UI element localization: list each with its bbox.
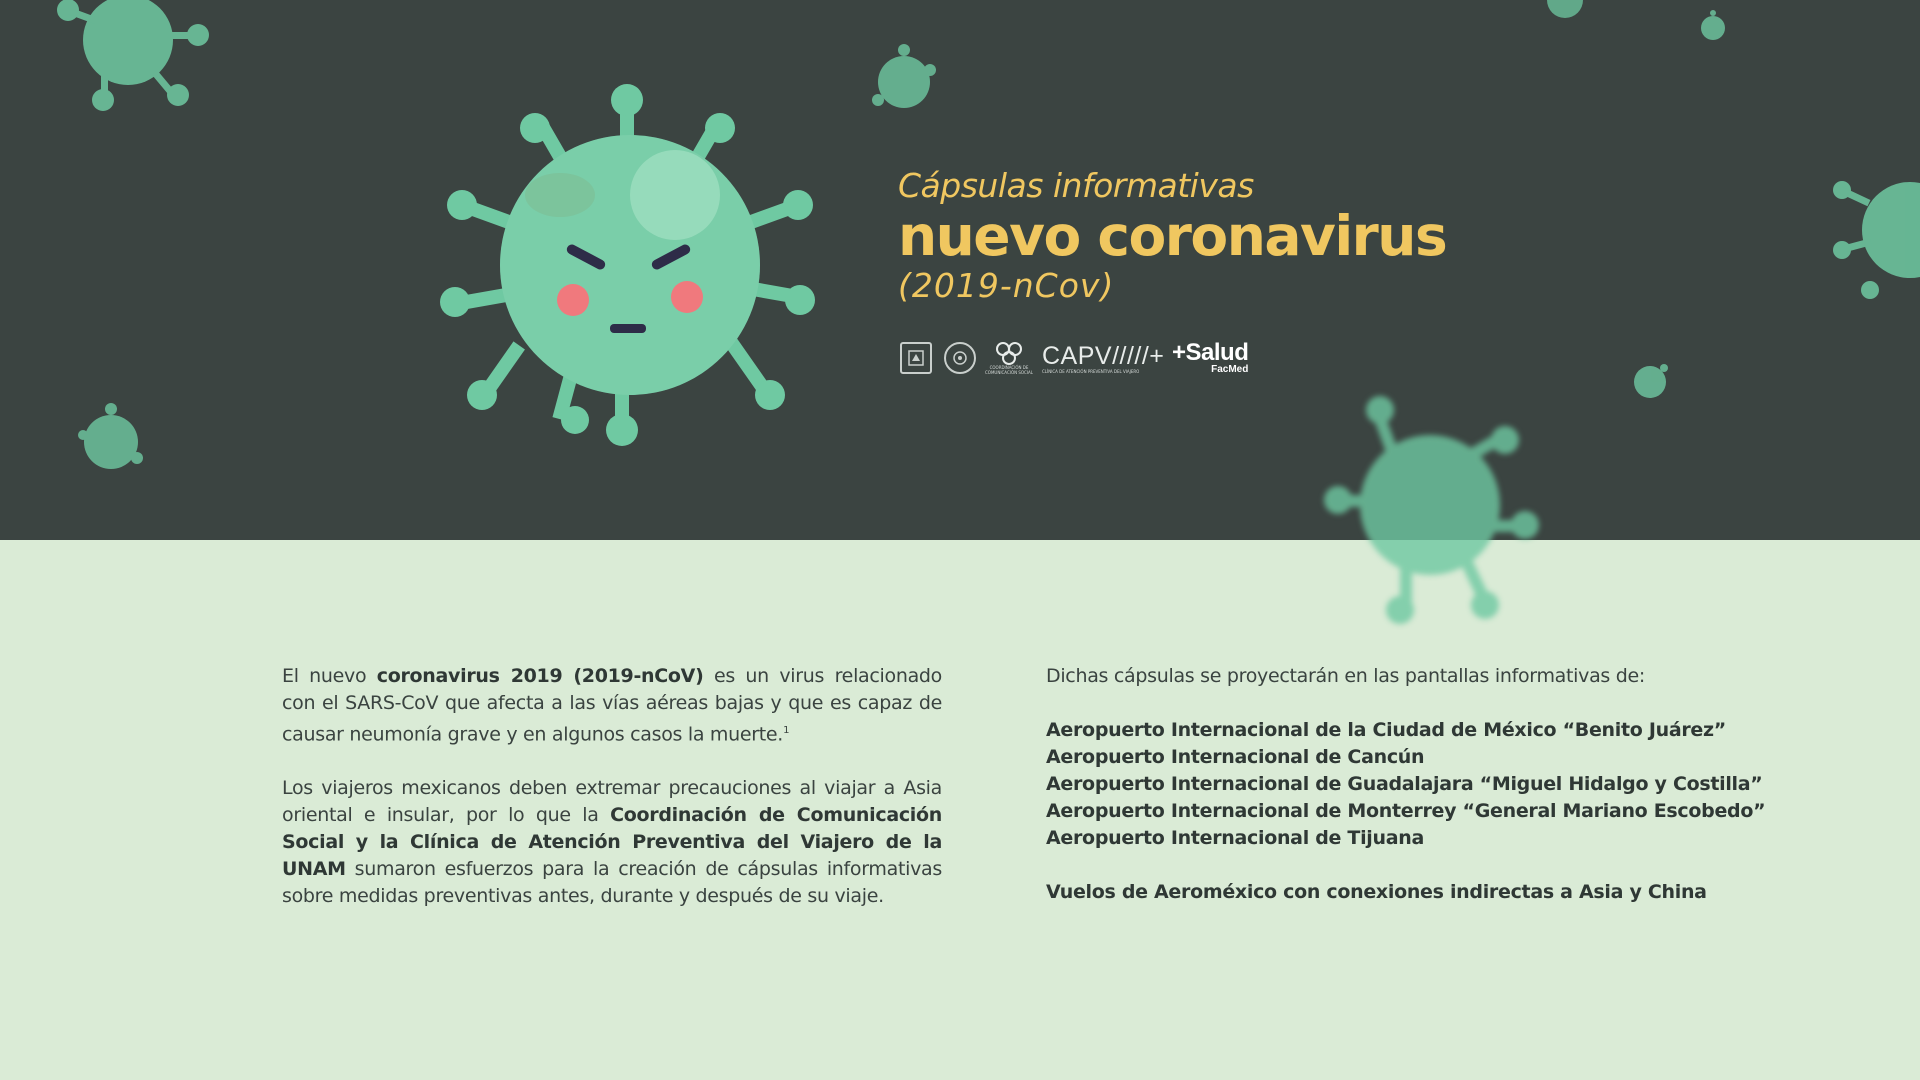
salud-facmed-caption: FacMed bbox=[1211, 364, 1249, 375]
virus-illustration-icon bbox=[868, 40, 938, 120]
angry-virus-mascot-icon bbox=[440, 80, 820, 450]
list-item: Aeropuerto Internacional de Tijuana bbox=[1046, 827, 1425, 849]
intro-text: Los viajeros mexicanos deben extremar precauciones al viajar a Asia oriental e insular, por lo que la bbox=[282, 777, 942, 827]
screens-column bbox=[1046, 663, 1766, 906]
flights-note: Vuelos de Aeroméxico con conexiones indirectas a Asia y China bbox=[1046, 881, 1707, 903]
partner-logos bbox=[900, 338, 1248, 378]
intro-text: El nuevo bbox=[282, 665, 377, 687]
virus-illustration-icon bbox=[75, 400, 145, 480]
comunicacion-social-logo bbox=[985, 341, 1033, 375]
salud-facmed-logo bbox=[1172, 341, 1248, 375]
hero-title-block bbox=[898, 166, 1618, 306]
intro-column bbox=[282, 663, 942, 937]
screens-intro: Dichas cápsulas se proyectarán en las pantallas informativas de: bbox=[1046, 665, 1646, 687]
airport-list bbox=[1046, 717, 1766, 852]
unam-seal-icon bbox=[900, 342, 932, 374]
footnote-marker: 1 bbox=[783, 725, 790, 736]
capv-logo bbox=[1042, 341, 1165, 374]
hero-title: nuevo coronavirus bbox=[898, 204, 1447, 268]
blurred-virus-icon bbox=[1320, 380, 1540, 630]
salud-name: +Salud bbox=[1172, 339, 1249, 366]
comsoc-caption-2: COMUNICACIÓN SOCIAL bbox=[985, 370, 1033, 375]
intro-paragraph-2 bbox=[282, 775, 942, 910]
virus-illustration-icon bbox=[1628, 360, 1672, 404]
capv-caption: CLÍNICA DE ATENCIÓN PREVENTIVA DEL VIAJERO bbox=[1042, 368, 1140, 374]
virus-illustration-icon bbox=[1695, 10, 1730, 45]
comsoc-caption-1: COORDINACIÓN DE bbox=[989, 365, 1029, 370]
intro-text: es un virus relacionado con el SARS-CoV que afecta a las vías aéreas bajas y que es capaz de causar neumonía grave y en algunos casos la muerte. bbox=[282, 665, 943, 746]
comunicacion-social-icon bbox=[994, 341, 1024, 365]
intro-bold-text: Coordinación de Comunicación Social y la Clínica de Atención Preventiva del Viajero de la UNAM bbox=[282, 804, 942, 881]
hero-subtitle: Cápsulas informativas bbox=[898, 166, 1254, 205]
list-item: Aeropuerto Internacional de la Ciudad de México “Benito Juárez” bbox=[1046, 719, 1726, 741]
list-item: Aeropuerto Internacional de Cancún bbox=[1046, 746, 1425, 768]
list-item: Aeropuerto Internacional de Monterrey “General Mariano Escobedo” bbox=[1046, 800, 1766, 822]
virus-illustration-icon bbox=[28, 0, 228, 120]
virus-illustration-icon bbox=[1535, 0, 1595, 25]
virus-illustration-icon bbox=[1830, 150, 1920, 300]
intro-bold-text: coronavirus 2019 (2019-nCoV) bbox=[376, 665, 704, 687]
capv-name: CAPV/////+ bbox=[1042, 341, 1165, 370]
hero-virus-code: (2019-nCov) bbox=[898, 266, 1115, 305]
facmed-seal-icon bbox=[944, 342, 976, 374]
intro-text: sumaron esfuerzos para la creación de cápsulas informativas sobre medidas preventivas antes, durante y después de su viaje. bbox=[282, 858, 942, 908]
list-item: Aeropuerto Internacional de Guadalajara “Miguel Hidalgo y Costilla” bbox=[1046, 773, 1763, 795]
intro-paragraph-1 bbox=[282, 663, 942, 748]
